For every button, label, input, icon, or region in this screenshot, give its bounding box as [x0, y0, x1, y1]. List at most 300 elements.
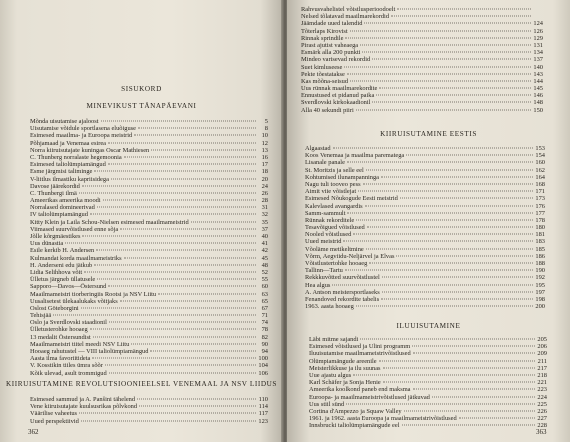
dot-leader [397, 9, 531, 10]
toc-entry-page: 126 [533, 27, 543, 35]
toc-entry [309, 365, 547, 372]
dot-leader [131, 343, 256, 344]
toc-entry [30, 283, 268, 290]
toc-entry-page: 65 [261, 297, 268, 305]
dot-leader [358, 191, 533, 192]
dot-leader [344, 66, 531, 67]
toc-entry-title: Ennustused ei pidanud paika [301, 92, 375, 100]
toc-entry-page: 218 [537, 371, 547, 379]
toc-entry-title: V. Kosstikin tiiles ümra sõõr [30, 362, 103, 370]
dot-leader [382, 277, 533, 278]
toc-entry-title: Viimased suurvõistlused enne sõja [30, 225, 119, 233]
toc-entry-page: 117 [258, 410, 268, 418]
toc-entry-title: Suet kimluseese [301, 63, 343, 71]
dot-leader [345, 37, 531, 38]
toc-entry [305, 246, 545, 253]
toc-entry-page: 131 [533, 41, 543, 49]
page-number-right: 363 [536, 428, 547, 436]
toc-entry-title: Uisutamise võidule sportlasena eluõiguse [30, 125, 136, 133]
toc-entry-title: Maailmameistri tiorberingiis Rootsi ja NSV Liitu [30, 290, 157, 298]
toc-list-section-4 [309, 336, 547, 429]
toc-entry [30, 226, 268, 233]
dot-leader [402, 425, 535, 426]
toc-entry-title: Davose jäärekordid [30, 182, 80, 190]
dot-leader [365, 205, 533, 206]
toc-entry [301, 78, 543, 85]
dot-leader [191, 221, 256, 222]
dot-leader [353, 374, 535, 375]
dot-leader [364, 23, 531, 24]
toc-entry-page: 173 [535, 195, 545, 203]
toc-entry-title: Põhjamaad ja Venemaa esirea [30, 139, 107, 147]
dot-leader [383, 367, 535, 368]
dot-leader [53, 315, 256, 316]
toc-entry-title: Olümpiamängude areenile [309, 357, 377, 365]
toc-entry-title: IV taliolümpiamängud [30, 211, 88, 219]
dot-leader [379, 360, 535, 361]
toc-entry-page: 144 [533, 77, 543, 85]
dot-leader [356, 306, 533, 307]
toc-entry-page: 178 [535, 216, 545, 224]
dot-leader [366, 248, 533, 249]
toc-entry [301, 13, 543, 20]
toc-entry-page: 60 [261, 283, 268, 291]
toc-entry [30, 154, 268, 161]
toc-entry-title: Esme järgmisi taliminge [30, 168, 93, 176]
toc-entry-page: 67 [261, 304, 268, 312]
toc-entry [309, 372, 547, 379]
toc-entry-title: Uus stiil sünd [309, 400, 345, 408]
toc-entry-page: 154 [535, 152, 545, 160]
toc-entry-page: 52 [261, 268, 268, 276]
dot-leader [347, 212, 533, 213]
dot-leader [90, 329, 256, 330]
toc-entry-page: 162 [535, 166, 545, 174]
toc-entry-page: 195 [535, 281, 545, 289]
dot-leader [137, 399, 256, 400]
section-heading-4: ILUUISUTAMINE [396, 322, 461, 330]
toc-entry-page: 12 [261, 139, 268, 147]
dot-leader [372, 59, 531, 60]
toc-entry-page: 74 [261, 319, 268, 327]
dot-leader [413, 389, 535, 390]
toc-entry [305, 267, 545, 274]
dot-leader [345, 270, 533, 271]
toc-entry-page: 192 [535, 274, 545, 282]
toc-entry [305, 174, 545, 181]
toc-entry-page: 227 [537, 415, 547, 423]
toc-entry-title: Tehisjää [30, 312, 52, 320]
toc-entry-page: 31 [261, 204, 268, 212]
toc-entry-page: 153 [535, 145, 545, 152]
toc-entry [301, 42, 543, 49]
toc-entry [301, 64, 543, 71]
toc-entry [301, 28, 543, 35]
toc-entry-title: Aasta ilma favoriitideta [30, 355, 91, 363]
toc-entry-page: 205 [537, 336, 547, 343]
toc-entry-title: Mõnda uisutamise ajaloost [30, 118, 99, 125]
toc-entry-title: Uus rünnak maailmarekordite [301, 85, 378, 93]
toc-entry [30, 334, 268, 341]
toc-entry-title: Karl Schäfer ja Sonja Henie [309, 379, 381, 387]
toc-entry-page: 183 [535, 238, 545, 246]
toc-entry-title: Esimesed maailma- ja Euroopa meistrid [30, 132, 133, 140]
toc-entry-title: Kulmandat korda maailmameistriks [30, 254, 122, 262]
toc-entry-title: Esile kerkib H. Andersen [30, 247, 95, 255]
toc-entry [305, 217, 545, 224]
dot-leader [356, 109, 531, 110]
dot-leader [343, 241, 533, 242]
toc-entry [305, 274, 545, 281]
toc-entry-title: Uue ajastu algus [309, 371, 352, 379]
toc-entry [309, 394, 547, 401]
toc-entry-title: Uus dünastia [30, 240, 64, 248]
toc-entry-page: 150 [533, 106, 543, 114]
toc-entry-title: Rahvusvahelistel võistlusperioodoelt [301, 6, 396, 13]
toc-entry-page: 10 [261, 132, 268, 140]
toc-entry-page: 217 [537, 364, 547, 372]
dot-leader [79, 192, 256, 193]
toc-entry-page: 28 [261, 197, 268, 205]
toc-entry-title: Esimesed Nõukogude Eesti meistrid [305, 195, 398, 203]
dot-leader [347, 73, 531, 74]
section-heading-3: KIIRUISUTAMINE EESTIS [380, 130, 477, 138]
toc-entry-page: 17 [261, 161, 268, 169]
toc-entry-title: Lidia Selihhova võit [30, 268, 83, 276]
dot-leader [360, 44, 531, 45]
dot-leader [96, 250, 256, 251]
dot-leader [459, 418, 535, 419]
toc-entry-title: Jäämdade uued talendid [301, 20, 363, 28]
toc-entry-title: Võrm, Aegviidu-Neljärvel ja Elvas [305, 252, 395, 260]
toc-entry [30, 269, 268, 276]
toc-entry-title: Võistlustertohke hooaeg [305, 260, 368, 267]
toc-entry-title: Kitty Klein ja Laila Schou-Nielsen esimesed maailmameistrid [30, 218, 189, 226]
toc-entry-title: Kohtumised ilunampanninga [305, 173, 380, 181]
toc-entry-title: Esimesed sammud ja A. Panšini tähelend [30, 396, 136, 403]
toc-entry-page: 171 [535, 188, 545, 196]
toc-entry-page: 78 [261, 326, 268, 334]
dot-leader [404, 410, 535, 411]
toc-entry-page: 24 [261, 182, 268, 190]
toc-entry [301, 99, 543, 106]
toc-entry-title: Väärilise vaheetus [30, 410, 78, 418]
toc-entry [30, 403, 268, 410]
dot-leader [332, 284, 533, 285]
toc-entry [309, 401, 547, 408]
dot-leader [346, 403, 535, 404]
dot-leader [356, 219, 533, 220]
toc-entry-page: 42 [261, 247, 268, 255]
dot-leader [363, 183, 533, 184]
toc-entry-title: Algaastad [305, 145, 331, 152]
toc-entry [305, 195, 545, 202]
toc-entry-page: 100 [258, 355, 268, 363]
toc-entry [30, 197, 268, 204]
toc-entry [30, 326, 268, 333]
toc-entry-title: Lisanale panale [305, 159, 345, 167]
dot-leader [109, 322, 256, 323]
toc-entry-title: Esimesed taliolümpiamängud [30, 161, 106, 169]
toc-entry-title: Nelsed tõlatavad maailmarekordid [301, 13, 390, 21]
toc-entry-page: 94 [261, 348, 268, 355]
toc-entry-title: Võoläme metikeltmine [305, 245, 364, 253]
toc-entry [30, 204, 268, 211]
toc-entry-page: 32 [261, 211, 268, 219]
dot-leader [111, 178, 256, 179]
toc-entry-title: Fenandoved rekordite tabelis [305, 295, 380, 303]
toc-entry-page: 63 [261, 290, 268, 298]
toc-entry [30, 211, 268, 218]
toc-entry [305, 296, 545, 303]
toc-entry-title: Läbi mitme sajandi [309, 336, 359, 343]
toc-entry-title: Ülletusterohke hooaeg [30, 326, 88, 334]
toc-entry-page: 134 [533, 49, 543, 57]
toc-entry-title: Oslo ja Sverdlovski staadionil [30, 319, 107, 327]
toc-entry-title: Norra kiiruisutajate kuningas Oscar Mathiesen [30, 146, 150, 154]
dot-leader [81, 307, 256, 308]
toc-entry-page: 228 [537, 422, 547, 430]
toc-entry-page: 190 [535, 267, 545, 275]
toc-entry-page: 129 [533, 34, 543, 42]
toc-entry-page: 124 [533, 20, 543, 28]
toc-entry [305, 145, 545, 152]
toc-entry [30, 348, 268, 355]
toc-entry-title: Ameerika koolkond paneb end maksma [309, 386, 411, 394]
dot-leader [103, 200, 256, 201]
toc-entry-page: 5 [264, 118, 268, 125]
toc-entry-title: Tõterlaps Kirovist [301, 27, 348, 35]
toc-entry-page: 8 [264, 125, 268, 133]
toc-entry [30, 396, 268, 403]
toc-entry-title: Samm-sammult [305, 209, 346, 217]
toc-entry-title: Hooaeg rahutustel — VIII taliolümpiamängud [30, 348, 149, 355]
dot-leader [109, 372, 256, 373]
toc-entry-page: 211 [537, 357, 547, 365]
section-heading-1: MINEVIKUST TÄNAPÄEVANI [86, 102, 197, 110]
toc-entry-page: 160 [535, 159, 545, 167]
toc-entry [301, 6, 543, 13]
toc-entry-page: 181 [535, 231, 545, 239]
dot-leader [94, 171, 256, 172]
toc-entry-page: 148 [533, 99, 543, 107]
toc-entry [309, 422, 547, 429]
toc-entry [30, 410, 268, 417]
toc-entry-title: Ameerikas ameerika moodi [30, 197, 101, 205]
dot-leader [382, 291, 533, 292]
toc-entry-page: 146 [533, 92, 543, 100]
toc-entry-title: H. Anderseni edu jätkub [30, 261, 93, 269]
toc-entry-title: Nagu tuli tooveo pess [305, 180, 361, 188]
toc-entry-page: 90 [261, 340, 268, 348]
toc-entry-title: Uued perspektiivid [30, 417, 79, 425]
toc-entry-page: 110 [258, 396, 268, 403]
dot-leader [400, 198, 533, 199]
toc-entry-page: 198 [535, 295, 545, 303]
dot-leader [360, 339, 535, 340]
toc-entry-page: 26 [261, 189, 268, 197]
toc-entry-title: 1961. ja 1962. aasta Euroopa ja maailmameistrivõistlused [309, 415, 457, 423]
toc-entry-page: 106 [258, 369, 268, 377]
toc-entry-page: 55 [261, 276, 268, 284]
toc-entry [309, 379, 547, 386]
dot-leader [90, 214, 256, 215]
toc-entry-page: 41 [261, 240, 268, 248]
toc-entry [301, 35, 543, 42]
toc-entry-title: Uued meistrid [305, 238, 342, 246]
toc-entry-page: 18 [261, 168, 268, 176]
toc-entry-title: Hea algus [305, 281, 331, 289]
toc-entry-title: Aimit viie võistlejat [305, 188, 357, 196]
toc-entry-title: Sverdlovski kirkokaadionil [301, 99, 371, 107]
dot-leader [124, 156, 256, 157]
dot-leader [383, 382, 535, 383]
dot-leader [120, 300, 256, 301]
toc-entry [305, 260, 545, 267]
toc-entry [30, 132, 268, 139]
dot-leader [79, 413, 256, 414]
toc-entry-page: 104 [258, 362, 268, 370]
dot-leader [376, 95, 531, 96]
toc-entry-page: 123 [258, 417, 268, 425]
toc-entry [30, 298, 268, 305]
toc-entry [301, 20, 543, 27]
toc-entry [309, 408, 547, 415]
dot-leader [139, 406, 256, 407]
dot-leader [412, 346, 535, 347]
toc-entry [30, 233, 268, 240]
toc-entry-page: 226 [537, 407, 547, 415]
toc-entry [301, 92, 543, 99]
toc-entry-page: 209 [537, 350, 547, 358]
toc-entry [30, 319, 268, 326]
dot-leader [84, 271, 256, 272]
dot-leader [350, 30, 531, 31]
toc-entry [301, 56, 543, 63]
dot-leader [406, 155, 533, 156]
toc-entry-page: 40 [261, 233, 268, 240]
toc-entry-page: 177 [535, 209, 545, 217]
dot-leader [92, 358, 256, 359]
toc-entry-title: Oslost Göteborgini [30, 304, 79, 312]
dot-leader [432, 396, 535, 397]
toc-entry-title: Kalevlased avangardis [305, 202, 363, 210]
toc-entry [305, 167, 545, 174]
toc-entry-title: Pekte tõestatakse [301, 70, 345, 78]
toc-entry-page: 197 [535, 288, 545, 296]
toc-entry-title: 1963. aasta hooaeg [305, 303, 354, 311]
toc-entry [305, 289, 545, 296]
page-number-left: 362 [28, 428, 39, 436]
toc-entry [30, 183, 268, 190]
dot-leader [372, 102, 531, 103]
toc-entry [30, 118, 268, 125]
dot-leader [94, 264, 256, 265]
dot-leader [82, 236, 256, 237]
dot-leader [138, 128, 256, 129]
toc-entry-page: 164 [535, 173, 545, 181]
dot-leader [151, 149, 256, 150]
toc-entry [305, 152, 545, 159]
dot-leader [367, 227, 533, 228]
toc-entry-page: 137 [533, 56, 543, 64]
toc-entry [301, 107, 543, 114]
toc-entry-title: Rekkkuvõtted suurvõistlustel [305, 274, 380, 282]
toc-entry-title: Sapporo—Davos—Östersund [30, 283, 107, 291]
dot-leader [381, 298, 533, 299]
toc-entry-page: 82 [261, 333, 268, 341]
dot-leader [93, 336, 256, 337]
toc-entry-title: St. Moritzis ja selle eel [305, 166, 364, 174]
toc-entry-title: Maailmameistri tiitel meedi NSV Liitu [30, 340, 130, 348]
toc-entry-page: 48 [261, 261, 268, 269]
toc-entry [30, 161, 268, 168]
dot-leader [81, 420, 256, 421]
toc-entry-title: Cortina d'Ampezzo ja Squaw Valley [309, 407, 402, 415]
toc-entry-page: 188 [535, 260, 545, 267]
toc-entry-title: Euroopa- ja maailmameistrivõistlused jätkuvad [309, 393, 430, 401]
toc-entry-title: C. Thunberg norralaste hegemoonia [30, 153, 122, 161]
toc-entry-page: 35 [261, 218, 268, 226]
toc-entry-title: Ülletus järgneb üllatusele [30, 276, 96, 284]
toc-entry-title: V-liitlus ilmastiku kapriisidega [30, 175, 109, 183]
toc-list-section-1 [30, 118, 268, 377]
toc-entry [30, 341, 268, 348]
toc-entry-page: 225 [537, 400, 547, 408]
dot-leader [97, 279, 256, 280]
dot-leader [391, 16, 531, 17]
toc-entry-page: 20 [261, 175, 268, 183]
toc-entry [30, 262, 268, 269]
toc-entry-title: Alla 40 sekundi piiri [301, 106, 354, 114]
toc-entry [305, 282, 545, 289]
toc-entry [30, 312, 268, 319]
toc-entry-title: Vene kiiruisutajate kuulsusrikas põlvkond [30, 403, 138, 411]
dot-leader [158, 293, 256, 294]
toc-entry-page: 200 [535, 303, 545, 311]
toc-entry [30, 240, 268, 247]
toc-entry [301, 71, 543, 78]
dot-leader [362, 52, 531, 53]
toc-entry [30, 168, 268, 175]
dot-leader [350, 80, 531, 81]
dot-leader [366, 169, 533, 170]
toc-entry-page: 224 [537, 393, 547, 401]
toc-entry [30, 370, 268, 377]
toc-entry-page: 176 [535, 202, 545, 210]
toc-entry [30, 362, 268, 369]
toc-entry-page: 37 [261, 225, 268, 233]
toc-entry [305, 224, 545, 231]
dot-leader [120, 228, 256, 229]
toc-entry [309, 386, 547, 393]
toc-entry-title: 13 medalit Östersundist [30, 333, 91, 341]
toc-entry [305, 159, 545, 166]
toc-entry-page: 114 [258, 403, 268, 411]
toc-entry-title: Jõlle kõrgmäestikes [30, 233, 81, 240]
toc-entry [309, 343, 547, 350]
toc-entry-title: Kõik ulevad, asult trommigud [30, 369, 107, 377]
toc-entry [30, 147, 268, 154]
dot-leader [108, 286, 256, 287]
toc-title: SISUKORD [121, 85, 162, 93]
toc-entry-page: 180 [535, 224, 545, 232]
toc-entry-title: Meisterlikkuse ja ilu suunas [309, 364, 381, 372]
toc-entry [309, 336, 547, 343]
toc-entry-title: Tallinn—Tartu [305, 267, 343, 275]
toc-entry [309, 415, 547, 422]
toc-entry-title: Tesavõigued võistlused [305, 224, 365, 232]
